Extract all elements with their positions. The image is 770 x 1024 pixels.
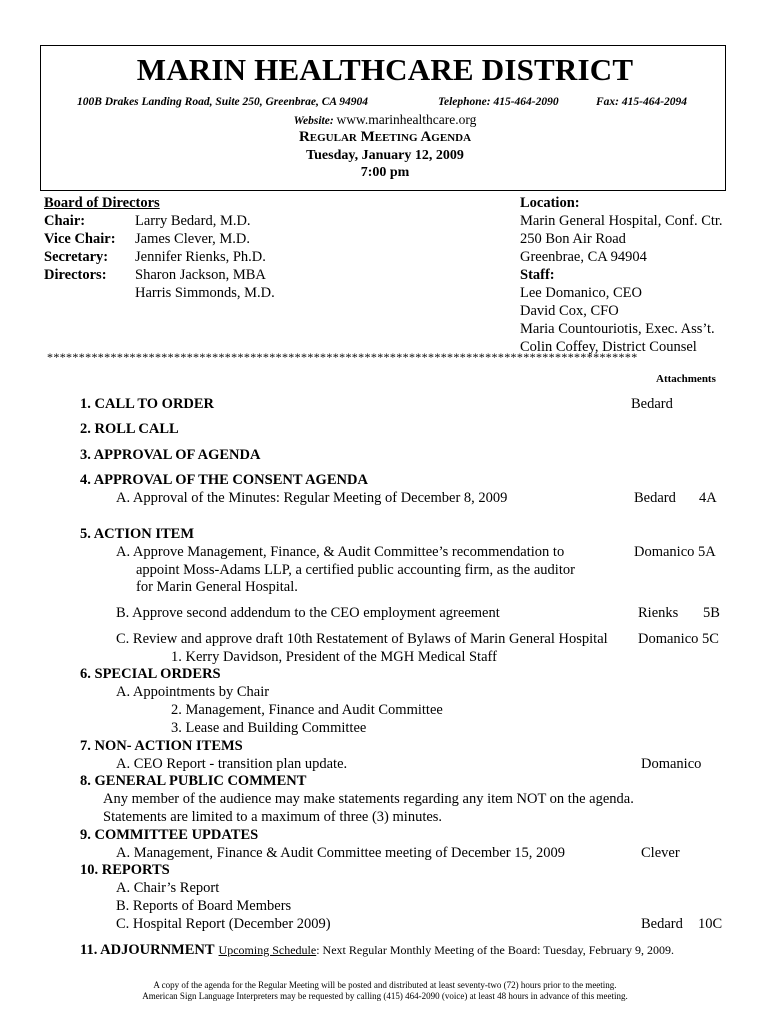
meeting-time: 7:00 pm	[360, 165, 410, 180]
attachment-ref[interactable]: 5B	[703, 605, 720, 621]
agenda-item-6: 6. SPECIAL ORDERS	[80, 666, 221, 682]
agenda-subitem-cont: appoint Moss-Adams LLP, a certified public accounting firm, as the auditor	[136, 562, 575, 578]
agenda-text: Statements are limited to a maximum of three (3) minutes.	[103, 809, 443, 825]
board-heading: Board of Directors	[44, 195, 160, 211]
staff-member: Lee Domanico, CEO	[520, 285, 643, 301]
agenda-subitem: A. CEO Report - transition plan update.	[116, 756, 348, 772]
agenda-item-8: 8. GENERAL PUBLIC COMMENT	[80, 773, 307, 789]
board-role: Vice Chair:	[44, 231, 116, 247]
agenda-item-5: 5. ACTION ITEM	[80, 526, 195, 542]
board-member: Jennifer Rienks, Ph.D.	[135, 249, 266, 265]
agenda-subitem-cont: for Marin General Hospital.	[136, 579, 298, 595]
agenda-subitem: B. Approve second addendum to the CEO employment agreement	[116, 605, 500, 621]
board-role: Directors:	[44, 267, 107, 283]
footer-note: American Sign Language Interpreters may be requested by calling (415) 464-2090 (voice) at least 48 hours in advance of this meeting.	[142, 991, 628, 1001]
location-line: Greenbrae, CA 94904	[520, 249, 647, 265]
staff-member: David Cox, CFO	[520, 303, 619, 319]
staff-heading: Staff:	[520, 267, 555, 283]
presenter: Bedard	[641, 916, 683, 932]
attachment-ref[interactable]: 4A	[699, 490, 717, 506]
agenda-subitem: C. Review and approve draft 10th Restatement of Bylaws of Marin General Hospital	[116, 631, 608, 647]
agenda-item-4: 4. APPROVAL OF THE CONSENT AGENDA	[80, 472, 368, 488]
presenter: Clever	[641, 845, 680, 861]
separator-line: *********************************************************************************************	[47, 350, 638, 364]
location-line: 250 Bon Air Road	[520, 231, 626, 247]
website-label: Website:	[293, 115, 334, 127]
presenter-attachment: Domanico 5A	[634, 544, 716, 560]
board-member: Harris Simmonds, M.D.	[135, 285, 275, 301]
agenda-item-1: 1. CALL TO ORDER	[80, 396, 215, 412]
board-role: Secretary:	[44, 249, 109, 265]
agenda-subitem: B. Reports of Board Members	[116, 898, 292, 914]
agenda-item-11	[80, 941, 674, 959]
agenda-subitem: A. Chair’s Report	[116, 880, 220, 896]
agenda-item-7: 7. NON- ACTION ITEMS	[80, 738, 243, 754]
board-member: Sharon Jackson, MBA	[135, 267, 266, 283]
staff-member: Colin Coffey, District Counsel	[520, 339, 697, 355]
staff-member: Maria Countouriotis, Exec. Ass’t.	[520, 321, 715, 337]
agenda-subsubitem: 2. Management, Finance and Audit Committee	[171, 702, 443, 718]
telephone: Telephone: 415-464-2090	[438, 96, 559, 108]
upcoming-schedule-text: : Next Regular Monthly Meeting of the Board: Tuesday, February 9, 2009.	[316, 943, 675, 957]
presenter-attachment: Domanico 5C	[638, 631, 719, 647]
board-member: James Clever, M.D.	[135, 231, 250, 247]
agenda-item-2: 2. ROLL CALL	[80, 421, 179, 437]
location-heading: Location:	[520, 195, 580, 211]
agenda-text: Any member of the audience may make statements regarding any item NOT on the agenda.	[103, 791, 634, 807]
page-title: MARIN HEALTHCARE DISTRICT	[136, 52, 634, 87]
agenda-subitem: C. Hospital Report (December 2009)	[116, 916, 331, 932]
presenter: Rienks	[638, 605, 679, 621]
board-member: Larry Bedard, M.D.	[135, 213, 251, 229]
website-url[interactable]: www.marinhealthcare.org	[336, 112, 477, 127]
website-line	[0, 112, 770, 128]
upcoming-schedule-label: Upcoming Schedule	[218, 943, 317, 957]
attachment-ref[interactable]: 10C	[698, 916, 723, 932]
agenda-subsubitem: 3. Lease and Building Committee	[171, 720, 367, 736]
adjournment-label: 11. ADJOURNMENT	[80, 942, 215, 958]
agenda-subitem: A. Approval of the Minutes: Regular Meeting of December 8, 2009	[116, 490, 508, 506]
presenter: Domanico	[641, 756, 702, 772]
agenda-item-10: 10. REPORTS	[80, 862, 170, 878]
address: 100B Drakes Landing Road, Suite 250, Greenbrae, CA 94904	[77, 96, 369, 108]
agenda-subitem: A. Management, Finance & Audit Committee meeting of December 15, 2009	[116, 845, 565, 861]
agenda-subsubitem: 1. Kerry Davidson, President of the MGH Medical Staff	[171, 649, 497, 665]
attachments-label: Attachments	[656, 373, 716, 385]
footer-note: A copy of the agenda for the Regular Meeting will be posted and distributed at least seventy-two (72) hours prior to the meeting.	[153, 980, 617, 990]
meeting-date: Tuesday, January 12, 2009	[306, 148, 464, 163]
agenda-subitem: A. Approve Management, Finance, & Audit Committee’s recommendation to	[116, 544, 565, 560]
board-role: Chair:	[44, 213, 86, 229]
presenter: Bedard	[631, 396, 673, 412]
agenda-item-3: 3. APPROVAL OF AGENDA	[80, 447, 261, 463]
agenda-title: Regular Meeting Agenda	[298, 129, 472, 145]
agenda-item-9: 9. COMMITTEE UPDATES	[80, 827, 259, 843]
presenter: Bedard	[634, 490, 676, 506]
location-line: Marin General Hospital, Conf. Ctr.	[520, 213, 723, 229]
fax: Fax: 415-464-2094	[596, 96, 688, 108]
agenda-subitem: A. Appointments by Chair	[116, 684, 270, 700]
